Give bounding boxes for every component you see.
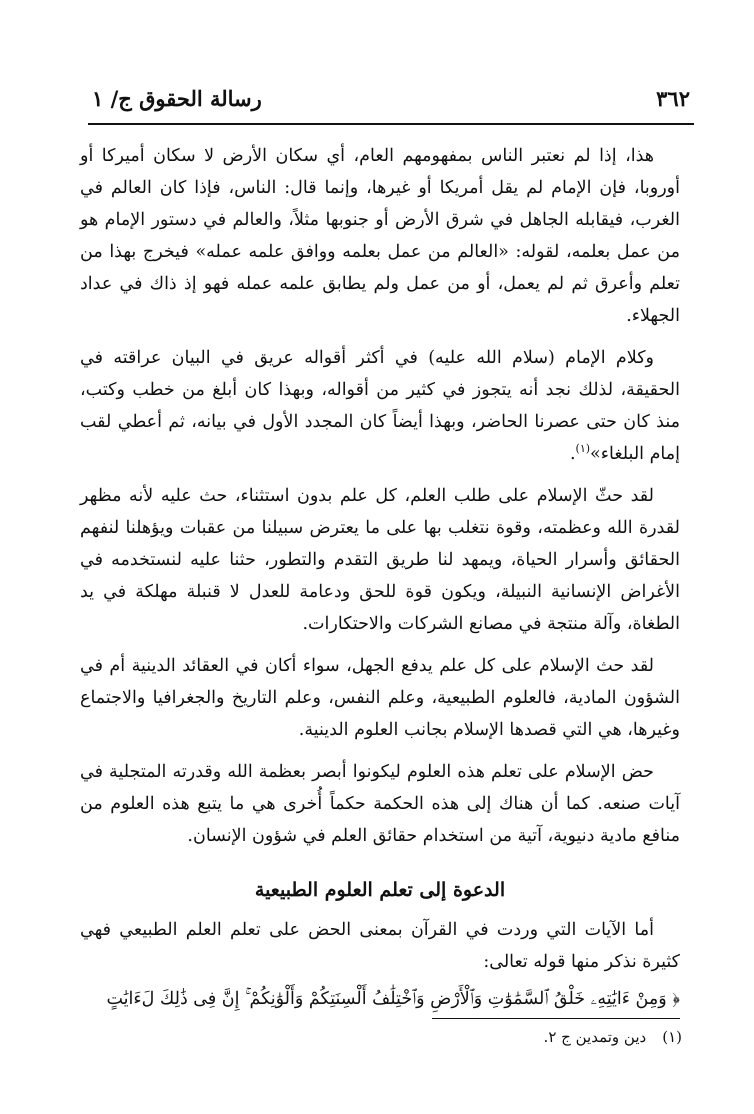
paragraph-4: لقد حث الإسلام على كل علم يدفع الجهل، سواء أكان في العقائد الدينية أم في الشؤون المادية، فالعلوم الطبيعية، وعلم النفس، وعلم التاريخ والجغرافيا والاجتماع وغيرها، هي التي قصدها الإسلام بجانب العلوم الدينية. [80,656,680,740]
paragraph-3: لقد حثّ الإسلام على طلب العلم، كل علم بدون استثناء، حث عليه لأنه مظهر لقدرة الله وعظمته، وقوة نتغلب بها على ما يعترض سبيلنا من عقبات ويؤهلنا لنفهم الحقائق وأسرار الحياة، ويمهد لنا طريق التقدم والتطور، حثنا عليه لنستخدمه في الأغراض الإنسانية النبيلة، ويكون قوة للحق ودعامة للعدل لا قنبلة مهلكة في يد الطغاة، وآلة منتجة في مصانع الشركات والاحتكارات. [80,486,680,634]
paragraph-2-end: . [569,444,576,464]
page-header [92,78,690,118]
paragraph-2-text: وكلام الإمام (سلام الله عليه) في أكثر أقواله عريق في البيان عراقته في الحقيقة، لذلك نجد أنه يتجوز في كثير من أقواله، وبهذا كان أبلغ من خطب وكتب، منذ كان حتى عصرنا الحاضر، وبهذا أيضاً كان المجدد الأول في بيانه، ثم أعطي لقب إمام البلغاء» [80,348,680,464]
footnote-reference[interactable]: (١) [575,442,591,456]
page-body [80,140,680,1016]
paragraph-2 [80,342,680,470]
section-heading: الدعوة إلى تعلم العلوم الطبيعية [254,879,506,901]
footnote-divider [432,1018,680,1019]
running-title: رسالة الحقوق ج/ ١ [92,85,262,111]
section-paragraph: أما الآيات التي وردت في القرآن بمعنى الحض على تعلم العلم الطبيعي فهي كثيرة نذكر منها قوله تعالى: [80,920,680,972]
paragraph-5: حض الإسلام على تعلم هذه العلوم ليكونوا أبصر بعظمة الله وقدرته المتجلية في آيات صنعه. كما أن هناك إلى هذه الحكمة حكماً أُخرى هي ما يتبع هذه العلوم من منافع مادية دنيوية، آتية من استخدام حقائق العلم في شؤون الإنسان. [80,762,680,846]
footnote [200,1026,682,1048]
page-number: ٣٦٢ [656,85,690,111]
header-divider [88,123,694,125]
quran-verse: ﴿ وَمِنْ ءَايَٰتِهِۦ خَلْقُ ٱلسَّمَٰوَٰتِ وَٱلْأَرْضِ وَٱخْتِلَٰفُ أَلْسِنَتِكُمْ وَأَلْوَٰنِكُمْ ۚ إِنَّ فِى ذَٰلِكَ لَءَايَٰتٍ [106,989,680,1009]
footnote-number: (١) [662,1028,682,1046]
footnote-text: دين وتمدين ج ٢. [543,1028,647,1046]
paragraph-1: هذا، إذا لم نعتبر الناس بمفهومهم العام، أي سكان الأرض لا سكان أميركا أو أوروبا، فإن الإمام لم يقل أمريكا أو غيرها، وإنما قال: الناس، فإذا كان العالم في الغرب، فيقابله الجاهل في شرق الأرض أو جنوبها مثلاً، والعالم في دستور الإمام هو من عمل بعلمه، لقوله: «العالم من عمل بعلمه ووافق علمه عمله» فيخرج بهذا من تعلم وأعرق ثم لم يعمل، أو من عمل ولم يطابق علمه عمله فهو إذ ذاك في عداد الجهلاء. [80,146,680,326]
